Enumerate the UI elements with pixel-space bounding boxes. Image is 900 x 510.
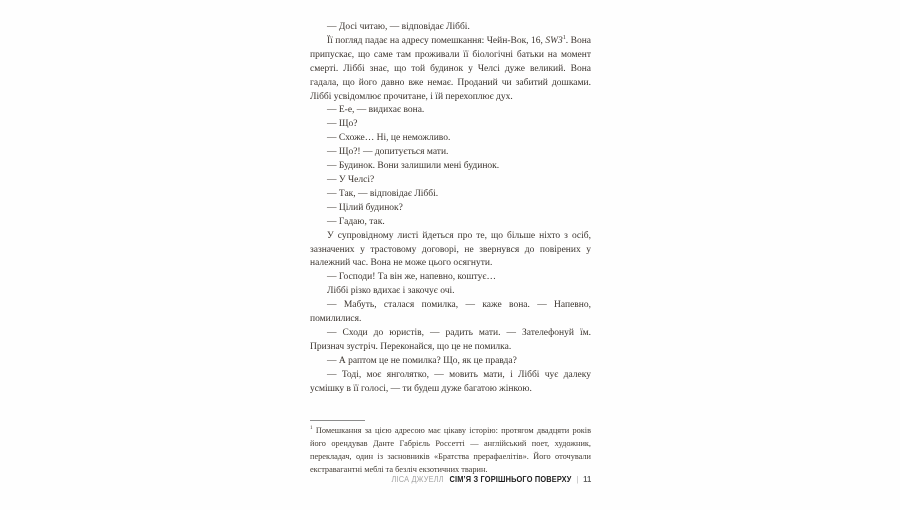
paragraph: — Так, — відповідає Ліббі. <box>327 188 439 199</box>
footer-content <box>391 474 591 484</box>
paragraph: — Будинок. Вони залишили мені будинок. <box>327 161 500 172</box>
footnote-text: $^1$ Помешкання за цією адресою має цікаву історію: протягом двадцяти років його орендував Данте Габрієль Россетті — англійський поет, художник, перекладач, один із засновників «Братства прерафаелітів». Його оточували екстравагантні меблі та безліч екзотичних тварин. <box>310 425 591 474</box>
page-footer <box>310 474 591 484</box>
paragraph: — Цілий будинок? <box>327 202 403 213</box>
paragraph: — Сходи до юристів, — радить мати. — Зателефонуй їм. Признач зустріч. Переконайся, що це не помилка. <box>310 327 591 352</box>
paragraph: — Господи! Та він же, напевно, коштує… <box>327 272 496 283</box>
footnote-section <box>310 420 591 477</box>
paragraph: У супровідному листі йдеться про те, що більше ніхто з осіб, зазначених у трастовому договорі, не звернувся до повірених у належний час. Вона не може цього осягнути. <box>310 230 591 269</box>
paragraph: Ліббі різко вдихає і закочує очі. <box>327 286 455 297</box>
paragraph: Її погляд падає на адресу помешкання: Чейн-Вок, 16, $SW3^1$. Вона припускає, що саме там проживали її біологічні батьки на момент смерті. Ліббі знає, що той будинок у Челсі дуже великий. Вона гадала, що його давно вже немає. Проданий чи забитий дошками. Ліббі усвідомлює прочитане, і їй перехоплює дух. <box>310 34 591 102</box>
paragraph: — Е-е, — видихає вона. <box>327 105 425 116</box>
paragraph: — Що? <box>327 119 358 130</box>
paragraph: — У Челсі? <box>327 174 375 185</box>
footer-page-number: 11 <box>582 474 591 484</box>
paragraph: — Досі читаю, — відповідає Ліббі. <box>327 22 470 32</box>
paragraph: — Тоді, моє янголятко, — мовить мати, і Ліббі чує далеку усмішку в її голосі, — ти будеш дуже багатою жінкою. <box>310 369 591 394</box>
footer-separator: | <box>575 474 579 484</box>
body-text <box>310 21 591 396</box>
paragraph: — Мабуть, сталася помилка, — каже вона. — Напевно, помилилися. <box>310 300 591 325</box>
footer-title: СІМ’Я З ГОРІШНЬОГО ПОВЕРХУ <box>449 474 572 484</box>
paragraph: — Що?! — допитується мати. <box>327 147 449 158</box>
paragraph: — Гадаю, так. <box>327 216 385 227</box>
paragraph: — Схоже… Ні, це неможливо. <box>327 133 451 144</box>
footer-author: ЛІСА ДЖУЕЛЛ <box>391 474 444 484</box>
paragraph: — А раптом це не помилка? Що, як це правда? <box>327 355 517 366</box>
footnote-divider <box>310 420 365 421</box>
